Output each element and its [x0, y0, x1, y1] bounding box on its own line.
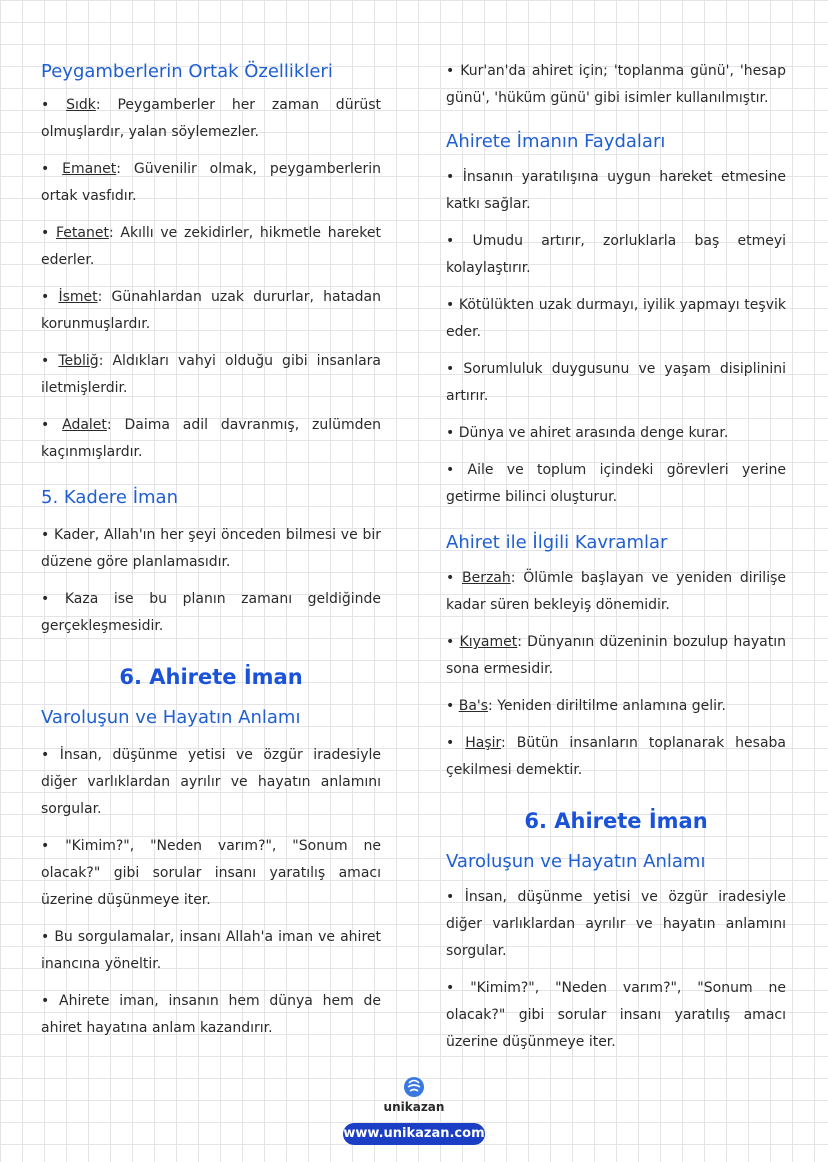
ahirete-iman-heading: 6. Ahirete İman: [524, 809, 708, 833]
list-item: • Ahirete iman, insanın hem dünya hem de ahiret hayatına anlam kazandırır.: [41, 993, 381, 1036]
list-item: • Kıyamet: Dünyanın düzeninin bozulup hayatın sona ermesidir.: [446, 634, 786, 677]
list-item: • Ba's: Yeniden diriltilme anlamına gelir.: [446, 698, 726, 714]
kavramlar-heading: Ahiret ile İlgili Kavramlar: [446, 532, 668, 553]
list-item: • Tebliğ: Aldıkları vahyi olduğu gibi insanlara iletmişlerdir.: [41, 353, 381, 396]
varolus-heading: Varoluşun ve Hayatın Anlamı: [41, 707, 301, 728]
head-icon: [401, 1075, 427, 1099]
list-item: • İnsan, düşünme yetisi ve özgür iradesiyle diğer varlıklardan ayrılır ve hayatın anlamını sorgular.: [41, 747, 381, 817]
brand-name: unikazan: [383, 1100, 445, 1114]
list-item: • Sorumluluk duygusunu ve yaşam disiplinini artırır.: [446, 361, 786, 404]
right-column: [446, 58, 786, 1056]
list-item: • İsmet: Günahlardan uzak dururlar, hatadan korunmuşlardır.: [41, 289, 381, 332]
website-link[interactable]: www.unikazan.com: [343, 1123, 485, 1145]
ahirete-iman-heading: 6. Ahirete İman: [119, 665, 303, 689]
list-item: • Aile ve toplum içindeki görevleri yerine getirme bilinci oluşturur.: [446, 462, 786, 505]
list-item: • Bu sorgulamalar, insanı Allah'a iman ve ahiret inancına yöneltir.: [41, 929, 381, 972]
list-item: • Dünya ve ahiret arasında denge kurar.: [446, 425, 729, 441]
kadere-iman-heading: 5. Kadere İman: [41, 487, 178, 508]
list-item: • Kaza ise bu planın zamanı geldiğinde gerçekleşmesidir.: [41, 591, 381, 634]
peygamber-ozellikleri-heading: Peygamberlerin Ortak Özellikleri: [41, 61, 333, 82]
list-item: • Adalet: Daima adil davranmış, zulümden kaçınmışlardır.: [41, 417, 381, 460]
varolus-heading: Varoluşun ve Hayatın Anlamı: [446, 851, 706, 872]
list-item: • Haşir: Bütün insanların toplanarak hesaba çekilmesi demektir.: [446, 735, 786, 778]
left-column: [41, 58, 381, 1042]
list-item: • Kader, Allah'ın her şeyi önceden bilmesi ve bir düzene göre planlamasıdır.: [41, 527, 381, 570]
list-item: • "Kimim?", "Neden varım?", "Sonum ne olacak?" gibi sorular insanı yaratılış amacı üzerine düşünmeye iter.: [446, 980, 786, 1050]
list-item: • Kötülükten uzak durmayı, iyilik yapmayı teşvik eder.: [446, 297, 786, 340]
brand-logo: [0, 1075, 828, 1103]
list-item: • Umudu artırır, zorluklarla baş etmeyi kolaylaştırır.: [446, 233, 786, 276]
faydalar-heading: Ahirete İmanın Faydaları: [446, 131, 666, 152]
list-item: • Kur'an'da ahiret için; 'toplanma günü', 'hesap günü', 'hüküm günü' gibi isimler kullanılmıştır.: [446, 63, 786, 106]
list-item: • Berzah: Ölümle başlayan ve yeniden dirilişe kadar süren bekleyiş dönemidir.: [446, 570, 786, 613]
list-item: • "Kimim?", "Neden varım?", "Sonum ne olacak?" gibi sorular insanı yaratılış amacı üzerine düşünmeye iter.: [41, 838, 381, 908]
list-item: • Fetanet: Akıllı ve zekidirler, hikmetle hareket ederler.: [41, 225, 381, 268]
list-item: • İnsan, düşünme yetisi ve özgür iradesiyle diğer varlıklardan ayrılır ve hayatın anlamını sorgular.: [446, 889, 786, 959]
list-item: • Sıdk: Peygamberler her zaman dürüst olmuşlardır, yalan söylemezler.: [41, 97, 381, 140]
list-item: • İnsanın yaratılışına uygun hareket etmesine katkı sağlar.: [446, 169, 786, 212]
list-item: • Emanet: Güvenilir olmak, peygamberlerin ortak vasfıdır.: [41, 161, 381, 204]
